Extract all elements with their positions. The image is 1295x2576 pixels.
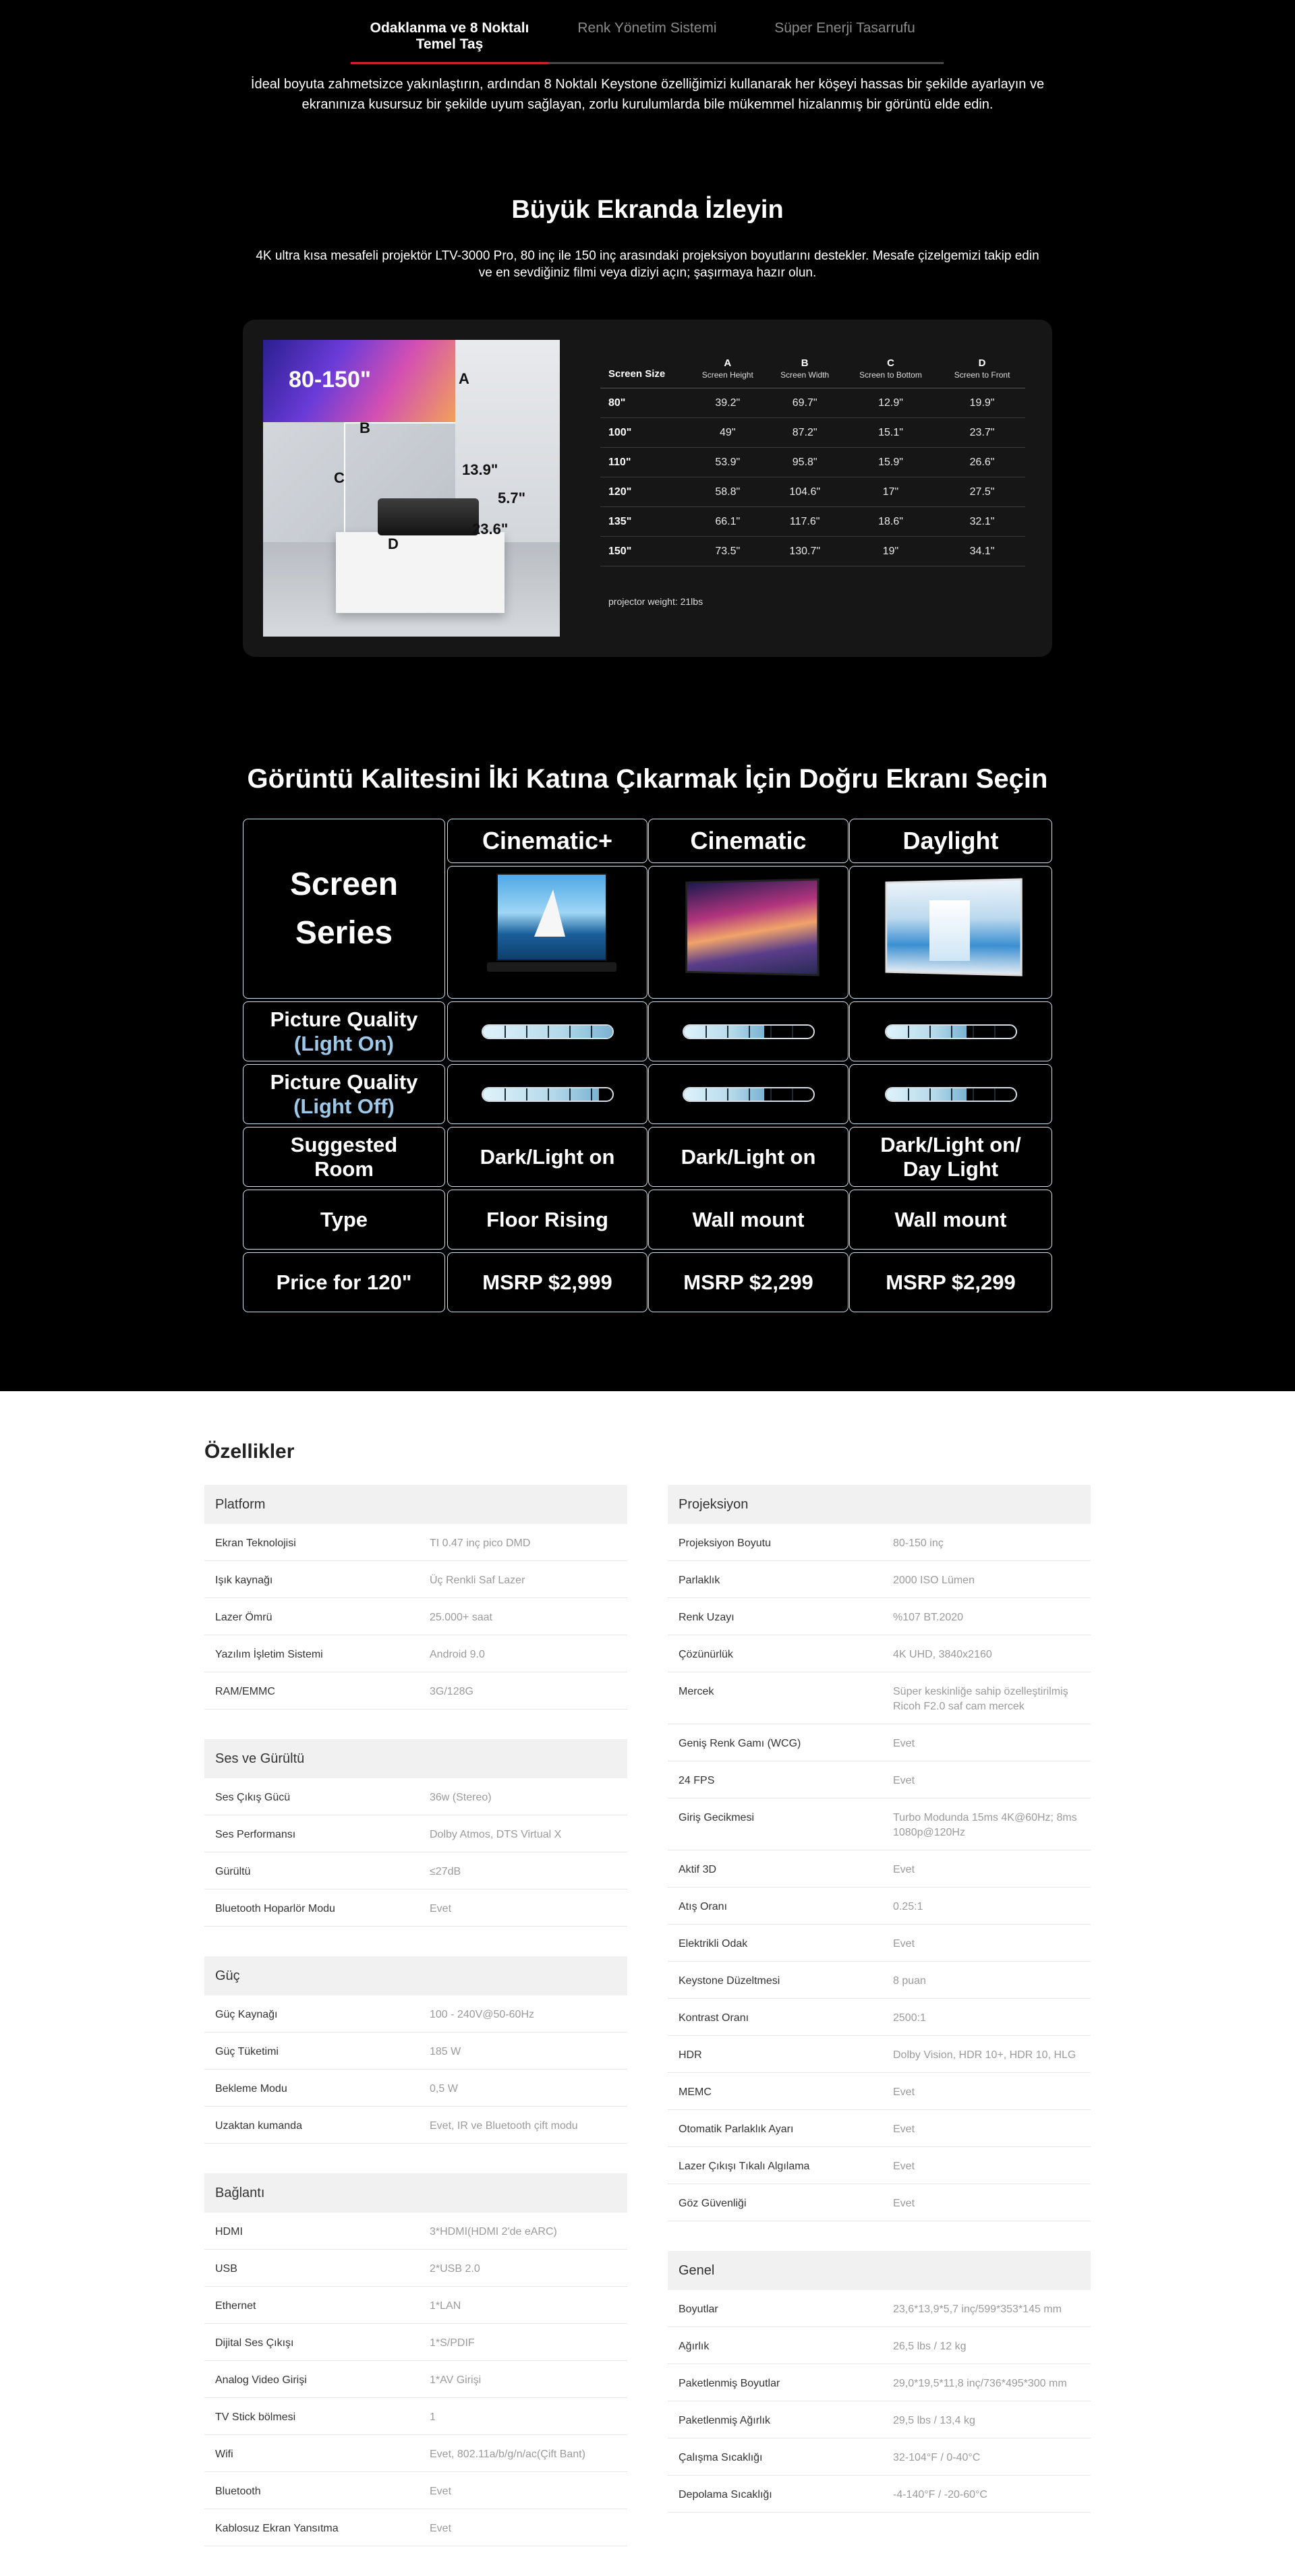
distance-cell: 18.6": [842, 507, 939, 537]
daylight-screen-image: [882, 880, 1020, 974]
screen-comparison-grid: [243, 819, 1052, 1311]
spec-value: 8 puan: [893, 1975, 926, 1987]
distance-chart-panel: [243, 320, 1052, 657]
spec-key: Bekleme Modu: [215, 2083, 287, 2095]
spec-key: Geniş Renk Gamı (WCG): [679, 1738, 801, 1749]
price-label: Price for 120": [243, 1252, 445, 1312]
spec-value: Evet: [893, 2161, 915, 2172]
spec-value: 25.000+ saat: [430, 1612, 492, 1623]
spec-value: Evet, 802.11a/b/g/n/ac(Çift Bant): [430, 2449, 585, 2460]
spec-value: 36w (Stereo): [430, 1792, 492, 1803]
screen-size-cell: 120": [600, 477, 688, 507]
feature-tabs: [351, 20, 944, 64]
spec-value: 2*USB 2.0: [430, 2263, 480, 2275]
spec-row: [204, 1598, 627, 1635]
spec-group-title: Platform: [204, 1485, 627, 1524]
distance-cell: 32.1": [939, 507, 1025, 537]
distance-cell: 15.1": [842, 418, 939, 448]
screen-size-label: 80-150": [289, 367, 371, 392]
price-value: MSRP $2,999: [447, 1252, 648, 1312]
quality-meter: [683, 1024, 815, 1039]
quality-meter-tick: [929, 1088, 931, 1101]
spec-group: [204, 2173, 627, 2546]
quality-meter-tick: [973, 1088, 974, 1101]
spec-row: [668, 1850, 1091, 1887]
quality-meter-fill: [684, 1026, 764, 1038]
spec-row: [668, 1724, 1091, 1761]
spec-key: 24 FPS: [679, 1775, 715, 1786]
distance-cell: 23.7": [939, 418, 1025, 448]
spec-key: Çalışma Sıcaklığı: [679, 2452, 763, 2463]
spec-key: Lazer Ömrü: [215, 1612, 272, 1623]
tab-description: İdeal boyuta zahmetsizce yakınlaştırın, ardından 8 Noktalı Keystone özelliğimizi kullanarak her köşeyi hassas bir şekilde ayarlayın ve ekranınıza kusursuz bir şekilde uyum sağlayan, zorlu kurulumlarda bile mükemmel hizalanmış bir görüntü elde edin.: [250, 77, 1045, 112]
spec-row: [204, 1524, 627, 1561]
projector-width-label: 23.6": [472, 521, 509, 537]
pq-light-off-cell: [447, 1064, 648, 1124]
distance-table-row: [600, 418, 1025, 448]
spec-row: [668, 1598, 1091, 1635]
spec-value: Android 9.0: [430, 1649, 485, 1660]
suggested-room-value: Dark/Light on: [648, 1127, 848, 1187]
spec-key: Ses Çıkış Gücü: [215, 1792, 291, 1803]
spec-value: 0,5 W: [430, 2083, 458, 2095]
spec-row: [668, 2327, 1091, 2364]
spec-key: HDMI: [215, 2226, 243, 2237]
quality-meter: [683, 1087, 815, 1102]
spec-value: Dolby Atmos, DTS Virtual X: [430, 1829, 562, 1840]
quality-meter-tick: [706, 1026, 707, 1038]
spec-value: Evet: [893, 2124, 915, 2135]
spec-value: 29,0*19,5*11,8 inç/736*495*300 mm: [893, 2378, 1067, 2389]
spec-key: Lazer Çıkışı Tıkalı Algılama: [679, 2161, 810, 2172]
distance-cell: 53.9": [688, 448, 768, 477]
tab-color-management[interactable]: Renk Yönetim Sistemi: [548, 20, 746, 64]
spec-row: [204, 2250, 627, 2287]
spec-value: Evet: [893, 1938, 915, 1950]
specs-left-column: [204, 1485, 627, 2576]
spec-row: [204, 1672, 627, 1709]
screen-size-cell: 80": [600, 388, 688, 418]
big-screen-title: Büyük Ekranda İzleyin: [511, 196, 784, 224]
spec-row: [204, 1890, 627, 1927]
spec-row: [668, 1887, 1091, 1925]
distance-cell: 17": [842, 477, 939, 507]
distance-cell: 73.5": [688, 537, 768, 566]
spec-value: 1*AV Girişi: [430, 2374, 482, 2386]
quality-meter-tick: [994, 1026, 996, 1038]
spec-row: [204, 2509, 627, 2546]
pq-light-on-label: Picture Quality (Light On): [243, 1001, 445, 1061]
specs-title: Özellikler: [204, 1440, 295, 1463]
spec-value: 100 - 240V@50-60Hz: [430, 2009, 534, 2020]
distance-table-row: [600, 448, 1025, 477]
spec-value: 32-104°F / 0-40°C: [893, 2452, 981, 2463]
spec-row: [204, 1635, 627, 1672]
screen-size-cell: 150": [600, 537, 688, 566]
product-image-cinematic-plus: [447, 866, 648, 999]
spec-row: [668, 2110, 1091, 2147]
spec-key: Paketlenmiş Boyutlar: [679, 2378, 780, 2389]
spec-row: [668, 1999, 1091, 2036]
spec-row: [668, 2184, 1091, 2221]
spec-row: [204, 2361, 627, 2398]
quality-meter: [885, 1087, 1017, 1102]
type-label: Type: [243, 1190, 445, 1250]
col-screen-size: Screen Size: [600, 357, 688, 388]
spec-key: Otomatik Parlaklık Ayarı: [679, 2124, 794, 2135]
spec-value: Evet: [893, 1738, 915, 1749]
big-screen-subtitle: 4K ultra kısa mesafeli projektör LTV-3000 Pro, 80 inç ile 150 inç arasındaki projeksiyon boyutlarını destekler. Mesafe çizelgemizi takip edin ve en sevdiğiniz filmi veya diziyi açın; şaşırmaya hazır olun.: [256, 249, 1039, 280]
quality-meter-tick: [569, 1026, 571, 1038]
spec-key: Gürültü: [215, 1866, 251, 1877]
type-value: Wall mount: [648, 1190, 848, 1250]
spec-value: Üç Renkli Saf Lazer: [430, 1575, 525, 1586]
suggested-room-value: Dark/Light on/ Day Light: [849, 1127, 1052, 1187]
spec-key: USB: [215, 2263, 237, 2275]
screen-series-label: Screen Series: [243, 819, 445, 999]
distance-table-row: [600, 507, 1025, 537]
spec-value: 185 W: [430, 2046, 461, 2057]
col-a: A Screen Height: [688, 357, 768, 388]
spec-key: Yazılım İşletim Sistemi: [215, 1649, 323, 1660]
spec-row: [204, 2398, 627, 2435]
spec-value: -4-140°F / -20-60°C: [893, 2489, 987, 2500]
distance-cell: 12.9": [842, 388, 939, 418]
type-value: Floor Rising: [447, 1190, 648, 1250]
spec-key: Aktif 3D: [679, 1864, 717, 1875]
spec-row: [668, 2401, 1091, 2438]
dim-c-label: C: [334, 469, 345, 486]
spec-key: RAM/EMMC: [215, 1686, 275, 1697]
spec-row: [668, 2364, 1091, 2401]
quality-meter-tick: [951, 1026, 952, 1038]
spec-row: [204, 2213, 627, 2250]
quality-meter-fill: [684, 1088, 764, 1101]
distance-table-row: [600, 537, 1025, 566]
tab-energy-saving[interactable]: Süper Enerji Tasarrufu: [746, 20, 944, 64]
spec-value: Dolby Vision, HDR 10+, HDR 10, HLG: [893, 2049, 1076, 2061]
col-c: C Screen to Bottom: [842, 357, 939, 388]
spec-key: Dijital Ses Çıkışı: [215, 2337, 294, 2349]
spec-key: Bluetooth: [215, 2486, 261, 2497]
quality-meter-tick: [591, 1088, 592, 1101]
spec-row: [204, 2324, 627, 2361]
quality-meter-tick: [505, 1026, 506, 1038]
spec-value: Evet: [893, 2198, 915, 2209]
distance-table-row: [600, 477, 1025, 507]
spec-row: [204, 2070, 627, 2107]
dim-a-label: A: [459, 370, 469, 387]
spec-group-title: Ses ve Gürültü: [204, 1739, 627, 1778]
distance-cell: 34.1": [939, 537, 1025, 566]
specs-right-column: [668, 1485, 1091, 2542]
quality-meter-fill: [483, 1088, 600, 1101]
spec-value: 80-150 inç: [893, 1538, 944, 1549]
spec-row: [204, 1815, 627, 1852]
spec-key: Analog Video Girişi: [215, 2374, 307, 2386]
suggested-room-label: Suggested Room: [243, 1127, 445, 1187]
spec-key: Işık kaynağı: [215, 1575, 273, 1586]
spec-row: [668, 1635, 1091, 1672]
col-b: B Screen Width: [768, 357, 842, 388]
spec-value: Evet: [430, 2486, 452, 2497]
screen-size-cell: 135": [600, 507, 688, 537]
pq-light-on-cell: [447, 1001, 648, 1061]
quality-meter-tick: [929, 1026, 931, 1038]
quality-meter: [885, 1024, 1017, 1039]
quality-meter-tick: [770, 1088, 772, 1101]
distance-cell: 95.8": [768, 448, 842, 477]
spec-key: Boyutlar: [679, 2304, 718, 2315]
spec-value: 0.25:1: [893, 1901, 923, 1912]
spec-row: [668, 2036, 1091, 2073]
distance-cell: 130.7": [768, 537, 842, 566]
spec-row: [204, 2472, 627, 2509]
distance-cell: 26.6": [939, 448, 1025, 477]
pq-light-off-cell: [849, 1064, 1052, 1124]
quality-meter-tick: [908, 1088, 909, 1101]
spec-value: 1*LAN: [430, 2300, 461, 2312]
quality-meter-tick: [548, 1088, 549, 1101]
quality-meter-tick: [951, 1088, 952, 1101]
type-value: Wall mount: [849, 1190, 1052, 1250]
quality-meter-tick: [727, 1026, 728, 1038]
spec-key: Göz Güvenliği: [679, 2198, 747, 2209]
spec-key: Ses Performansı: [215, 1829, 296, 1840]
spec-key: TV Stick bölmesi: [215, 2411, 296, 2423]
product-header-daylight: Daylight: [849, 819, 1052, 863]
spec-value: 29,5 lbs / 13,4 kg: [893, 2415, 975, 2426]
spec-value: ≤27dB: [430, 1866, 461, 1877]
spec-value: Evet, IR ve Bluetooth çift modu: [430, 2120, 578, 2132]
spec-key: Çözünürlük: [679, 1649, 733, 1660]
spec-key: Atış Oranı: [679, 1901, 728, 1912]
distance-cell: 69.7": [768, 388, 842, 418]
spec-key: Bluetooth Hoparlör Modu: [215, 1903, 335, 1914]
tv-cabinet: [336, 532, 505, 613]
spec-value: Evet: [893, 1864, 915, 1875]
price-value: MSRP $2,299: [648, 1252, 848, 1312]
floor-rising-screen-image: [487, 873, 615, 978]
distance-cell: 104.6": [768, 477, 842, 507]
distance-cell: 15.9": [842, 448, 939, 477]
spec-row: [668, 1524, 1091, 1561]
distance-cell: 27.5": [939, 477, 1025, 507]
dim-b-label: B: [359, 419, 370, 436]
spec-value: 1: [430, 2411, 436, 2423]
tab-focus-keystone[interactable]: Odaklanma ve 8 Noktalı Temel Taş: [351, 20, 548, 64]
quality-meter-tick: [569, 1088, 571, 1101]
quality-meter-tick: [908, 1026, 909, 1038]
spec-row: [668, 1672, 1091, 1724]
spec-group-title: Güç: [204, 1956, 627, 1995]
spec-key: Wifi: [215, 2449, 233, 2460]
pq-light-on-cell: [648, 1001, 848, 1061]
quality-meter-tick: [591, 1026, 592, 1038]
projector-image: [378, 498, 479, 535]
quality-meter-tick: [792, 1088, 793, 1101]
distance-cell: 19": [842, 537, 939, 566]
quality-meter-tick: [792, 1026, 793, 1038]
spec-row: [204, 2107, 627, 2144]
spec-row: [204, 2032, 627, 2070]
wall-screen-image: [683, 880, 817, 974]
distance-cell: 49": [688, 418, 768, 448]
spec-key: Projeksiyon Boyutu: [679, 1538, 771, 1549]
pq-light-on-cell: [849, 1001, 1052, 1061]
spec-row: [668, 1561, 1091, 1598]
quality-meter-tick: [994, 1088, 996, 1101]
spec-row: [668, 2290, 1091, 2327]
projector-weight: projector weight: 21lbs: [608, 596, 703, 607]
spec-value: Evet: [430, 2523, 452, 2534]
spec-key: HDR: [679, 2049, 702, 2061]
spec-row: [204, 1561, 627, 1598]
quality-meter-tick: [526, 1088, 527, 1101]
spec-group-title: Projeksiyon: [668, 1485, 1091, 1524]
distance-cell: 87.2": [768, 418, 842, 448]
quality-meter-tick: [548, 1026, 549, 1038]
product-header-cinematic-plus: Cinematic+: [447, 819, 648, 863]
screen-size-cell: 110": [600, 448, 688, 477]
spec-value: 2000 ISO Lümen: [893, 1575, 975, 1586]
screen-size-cell: 100": [600, 418, 688, 448]
spec-key: Parlaklık: [679, 1575, 720, 1586]
spec-key: Ağırlık: [679, 2341, 710, 2352]
spec-key: Kablosuz Ekran Yansıtma: [215, 2523, 339, 2534]
spec-value: 4K UHD, 3840x2160: [893, 1649, 992, 1660]
spec-key: Güç Tüketimi: [215, 2046, 279, 2057]
spec-value: 1*S/PDIF: [430, 2337, 475, 2349]
quality-meter-fill: [886, 1026, 967, 1038]
spec-value: Süper keskinliğe sahip özelleştirilmiş Ricoh F2.0 saf cam mercek: [893, 1686, 1068, 1712]
spec-row: [668, 1925, 1091, 1962]
spec-key: Ethernet: [215, 2300, 256, 2312]
spec-value: 3G/128G: [430, 1686, 473, 1697]
spec-row: [668, 2073, 1091, 2110]
spec-row: [668, 1798, 1091, 1850]
screen-compare-title: Görüntü Kalitesini İki Katına Çıkarmak İçin Doğru Ekranı Seçin: [247, 764, 1048, 794]
spec-value: 23,6*13,9*5,7 inç/599*353*145 mm: [893, 2304, 1062, 2315]
spec-group: [204, 1485, 627, 1709]
spec-group-title: Bağlantı: [204, 2173, 627, 2213]
spec-group-title: Genel: [668, 2251, 1091, 2290]
quality-meter-fill: [886, 1088, 967, 1101]
distance-cell: 39.2": [688, 388, 768, 418]
spec-key: Ekran Teknolojisi: [215, 1538, 296, 1549]
spec-value: Turbo Modunda 15ms 4K@60Hz; 8ms 1080p@120Hz: [893, 1812, 1077, 1838]
spec-key: Kontrast Oranı: [679, 2012, 749, 2024]
spec-group: [668, 2251, 1091, 2513]
quality-meter-tick: [770, 1026, 772, 1038]
quality-meter-tick: [727, 1088, 728, 1101]
spec-key: Keystone Düzeltmesi: [679, 1975, 780, 1987]
spec-row: [204, 1852, 627, 1890]
quality-meter-tick: [526, 1026, 527, 1038]
spec-key: MEMC: [679, 2086, 712, 2098]
distance-table-row: [600, 388, 1025, 418]
spec-row: [204, 2435, 627, 2472]
spec-value: 2500:1: [893, 2012, 926, 2024]
spec-key: Paketlenmiş Ağırlık: [679, 2415, 771, 2426]
distance-cell: 66.1": [688, 507, 768, 537]
product-header-cinematic: Cinematic: [648, 819, 848, 863]
suggested-room-value: Dark/Light on: [447, 1127, 648, 1187]
spec-row: [668, 2438, 1091, 2476]
pq-light-off-cell: [648, 1064, 848, 1124]
spec-key: Giriş Gecikmesi: [679, 1812, 755, 1823]
dim-d-label: D: [388, 535, 399, 552]
distance-table-body: [600, 388, 1025, 566]
distance-table: [600, 357, 1025, 566]
spec-row: [204, 2287, 627, 2324]
spec-key: Güç Kaynağı: [215, 2009, 278, 2020]
spec-key: Mercek: [679, 1686, 714, 1697]
quality-meter-tick: [973, 1026, 974, 1038]
quality-meter-tick: [749, 1026, 750, 1038]
quality-meter: [482, 1087, 614, 1102]
room-diagram: [263, 340, 560, 637]
spec-value: Evet: [430, 1903, 452, 1914]
spec-row: [668, 2476, 1091, 2513]
spec-key: Depolama Sıcaklığı: [679, 2489, 772, 2500]
spec-value: Evet: [893, 1775, 915, 1786]
spec-value: TI 0.47 inç pico DMD: [430, 1538, 531, 1549]
spec-row: [668, 1761, 1091, 1798]
spec-row: [204, 1995, 627, 2032]
distance-cell: 19.9": [939, 388, 1025, 418]
spec-key: Renk Uzayı: [679, 1612, 735, 1623]
projector-height-label: 13.9": [462, 461, 498, 478]
spec-value: 3*HDMI(HDMI 2'de eARC): [430, 2226, 557, 2237]
spec-value: %107 BT.2020: [893, 1612, 964, 1623]
spec-key: Elektrikli Odak: [679, 1938, 748, 1950]
spec-row: [668, 1962, 1091, 1999]
distance-cell: 58.8": [688, 477, 768, 507]
spec-group: [668, 1485, 1091, 2221]
spec-group: [204, 1739, 627, 1927]
price-value: MSRP $2,299: [849, 1252, 1052, 1312]
spec-row: [204, 1778, 627, 1815]
spec-key: Uzaktan kumanda: [215, 2120, 302, 2132]
quality-meter-tick: [749, 1088, 750, 1101]
product-image-cinematic: [648, 866, 848, 999]
col-d: D Screen to Front: [939, 357, 1025, 388]
spec-group: [204, 1956, 627, 2144]
distance-cell: 117.6": [768, 507, 842, 537]
quality-meter: [482, 1024, 614, 1039]
product-image-daylight: [849, 866, 1052, 999]
spec-value: 26,5 lbs / 12 kg: [893, 2341, 967, 2352]
quality-meter-tick: [706, 1088, 707, 1101]
quality-meter-tick: [505, 1088, 506, 1101]
projector-depth-label: 5.7": [498, 490, 526, 506]
pq-light-off-label: Picture Quality (Light Off): [243, 1064, 445, 1124]
spec-value: Evet: [893, 2086, 915, 2098]
spec-row: [668, 2147, 1091, 2184]
distance-table-header: [600, 357, 1025, 388]
